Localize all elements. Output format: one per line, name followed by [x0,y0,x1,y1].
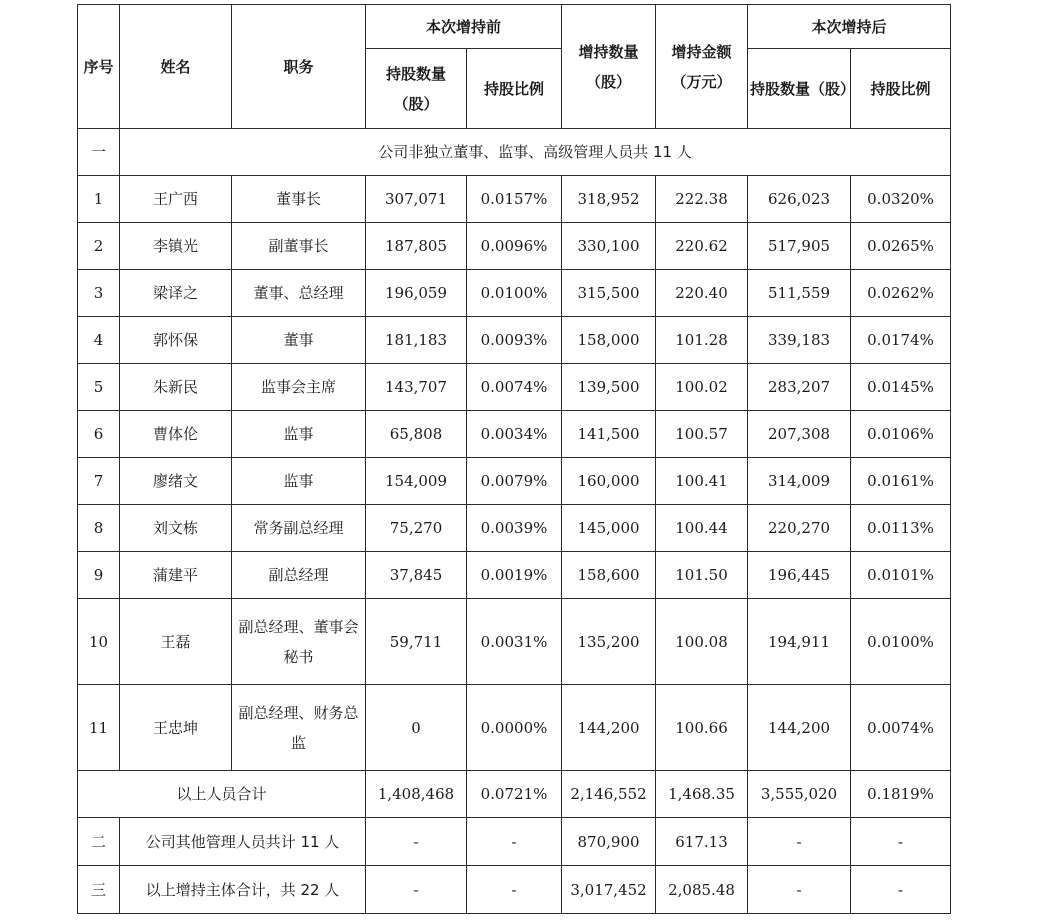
cell-inc-shares: 158,600 [562,552,656,599]
cell-inc-amount: 100.44 [656,505,748,552]
cell-before-ratio: 0.0039% [467,505,562,552]
cell-before-shares: 181,183 [366,317,467,364]
cell-no: 9 [78,552,120,599]
cell-before-shares: 75,270 [366,505,467,552]
cell-inc-shares: 160,000 [562,458,656,505]
subtotal-after-shares: 3,555,020 [748,771,851,818]
header-title: 职务 [232,5,366,129]
cell-after-shares: 194,911 [748,599,851,685]
table-row [78,364,951,411]
cell-inc-shares: 3,017,452 [562,866,656,914]
cell-inc-amount: 100.66 [656,685,748,771]
cell-before-shares: - [366,818,467,866]
cell-after-shares: 144,200 [748,685,851,771]
cell-title: 副董事长 [232,223,366,270]
cell-before-ratio: 0.0019% [467,552,562,599]
cell-after-ratio: 0.0113% [851,505,951,552]
cell-inc-shares: 145,000 [562,505,656,552]
cell-title: 董事、总经理 [232,270,366,317]
section-row-2 [78,818,951,866]
cell-after-shares: 314,009 [748,458,851,505]
cell-before-shares: 59,711 [366,599,467,685]
cell-title: 副总经理、财务总监 [232,685,366,771]
cell-before-shares: 37,845 [366,552,467,599]
cell-no: 7 [78,458,120,505]
cell-title: 董事 [232,317,366,364]
cell-after-ratio: 0.0145% [851,364,951,411]
cell-after-ratio: - [851,866,951,914]
cell-before-ratio: 0.0096% [467,223,562,270]
cell-name: 廖绪文 [120,458,232,505]
header-increase-amount: 增持金额（万元） [656,5,748,129]
cell-inc-amount: 617.13 [656,818,748,866]
cell-no: 2 [78,223,120,270]
cell-title: 常务副总经理 [232,505,366,552]
cell-after-ratio: 0.0320% [851,176,951,223]
cell-inc-amount: 101.50 [656,552,748,599]
cell-after-ratio: - [851,818,951,866]
cell-name: 王忠坤 [120,685,232,771]
header-after-ratio: 持股比例 [851,49,951,129]
cell-name: 王广西 [120,176,232,223]
cell-no: 3 [78,270,120,317]
cell-after-shares: - [748,866,851,914]
cell-after-ratio: 0.0100% [851,599,951,685]
section-number: 二 [78,818,120,866]
table-row [78,411,951,458]
cell-inc-amount: 220.62 [656,223,748,270]
cell-title: 副总经理、董事会秘书 [232,599,366,685]
cell-inc-shares: 144,200 [562,685,656,771]
cell-inc-amount: 220.40 [656,270,748,317]
cell-no: 6 [78,411,120,458]
cell-inc-shares: 158,000 [562,317,656,364]
cell-after-shares: 511,559 [748,270,851,317]
section-row-3 [78,866,951,914]
cell-before-ratio: 0.0000% [467,685,562,771]
cell-name: 李镇光 [120,223,232,270]
cell-after-ratio: 0.0101% [851,552,951,599]
cell-before-ratio: 0.0157% [467,176,562,223]
cell-inc-shares: 870,900 [562,818,656,866]
section-row-1 [78,129,951,176]
cell-after-shares: 220,270 [748,505,851,552]
section-label: 公司非独立董事、监事、高级管理人员共 11 人 [120,129,951,176]
cell-inc-amount: 100.41 [656,458,748,505]
cell-title: 董事长 [232,176,366,223]
cell-inc-shares: 330,100 [562,223,656,270]
cell-inc-shares: 139,500 [562,364,656,411]
cell-name: 刘文栋 [120,505,232,552]
cell-after-shares: - [748,818,851,866]
section-label: 以上增持主体合计，共 22 人 [120,866,366,914]
cell-inc-shares: 318,952 [562,176,656,223]
cell-after-ratio: 0.0262% [851,270,951,317]
header-before-ratio: 持股比例 [467,49,562,129]
cell-name: 郭怀保 [120,317,232,364]
cell-after-ratio: 0.0074% [851,685,951,771]
cell-no: 11 [78,685,120,771]
cell-after-shares: 517,905 [748,223,851,270]
cell-after-ratio: 0.0161% [851,458,951,505]
subtotal-row [78,771,951,818]
cell-before-shares: 65,808 [366,411,467,458]
cell-before-ratio: 0.0074% [467,364,562,411]
cell-inc-amount: 2,085.48 [656,866,748,914]
cell-before-shares: 196,059 [366,270,467,317]
subtotal-before-shares: 1,408,468 [366,771,467,818]
cell-before-ratio: - [467,818,562,866]
cell-title: 监事 [232,411,366,458]
table-row [78,223,951,270]
cell-before-shares: - [366,866,467,914]
table-row [78,270,951,317]
cell-title: 监事 [232,458,366,505]
cell-after-shares: 283,207 [748,364,851,411]
cell-inc-amount: 100.02 [656,364,748,411]
cell-after-ratio: 0.0265% [851,223,951,270]
table-row [78,552,951,599]
table-row [78,599,951,685]
cell-no: 4 [78,317,120,364]
section-number: 三 [78,866,120,914]
cell-before-ratio: 0.0031% [467,599,562,685]
subtotal-before-ratio: 0.0721% [467,771,562,818]
cell-name: 王磊 [120,599,232,685]
subtotal-inc-shares: 2,146,552 [562,771,656,818]
cell-before-shares: 187,805 [366,223,467,270]
cell-no: 8 [78,505,120,552]
table-row [78,458,951,505]
cell-title: 监事会主席 [232,364,366,411]
cell-before-shares: 0 [366,685,467,771]
section-label: 公司其他管理人员共计 11 人 [120,818,366,866]
cell-after-shares: 207,308 [748,411,851,458]
table-row [78,685,951,771]
section-number: 一 [78,129,120,176]
cell-before-ratio: 0.0100% [467,270,562,317]
cell-after-ratio: 0.0174% [851,317,951,364]
shareholding-increase-table [77,4,951,914]
header-seq: 序号 [78,5,120,129]
cell-before-shares: 143,707 [366,364,467,411]
header-after-shares: 持股数量（股） [748,49,851,129]
cell-name: 蒲建平 [120,552,232,599]
header-increase-shares: 增持数量（股） [562,5,656,129]
header-name: 姓名 [120,5,232,129]
cell-after-ratio: 0.0106% [851,411,951,458]
header-before-group: 本次增持前 [366,5,562,49]
cell-name: 梁译之 [120,270,232,317]
cell-before-ratio: - [467,866,562,914]
cell-no: 5 [78,364,120,411]
cell-after-shares: 196,445 [748,552,851,599]
cell-before-ratio: 0.0034% [467,411,562,458]
cell-inc-amount: 101.28 [656,317,748,364]
subtotal-label: 以上人员合计 [78,771,366,818]
cell-no: 10 [78,599,120,685]
cell-inc-shares: 135,200 [562,599,656,685]
subtotal-after-ratio: 0.1819% [851,771,951,818]
cell-name: 曹体伦 [120,411,232,458]
table-row [78,176,951,223]
cell-inc-amount: 100.57 [656,411,748,458]
cell-before-ratio: 0.0079% [467,458,562,505]
cell-inc-amount: 222.38 [656,176,748,223]
cell-before-ratio: 0.0093% [467,317,562,364]
cell-inc-shares: 141,500 [562,411,656,458]
cell-no: 1 [78,176,120,223]
cell-inc-shares: 315,500 [562,270,656,317]
header-after-group: 本次增持后 [748,5,951,49]
cell-name: 朱新民 [120,364,232,411]
header-before-shares: 持股数量（股） [366,49,467,129]
cell-before-shares: 307,071 [366,176,467,223]
subtotal-inc-amount: 1,468.35 [656,771,748,818]
cell-after-shares: 339,183 [748,317,851,364]
table-row [78,505,951,552]
cell-after-shares: 626,023 [748,176,851,223]
cell-inc-amount: 100.08 [656,599,748,685]
table-row [78,317,951,364]
cell-title: 副总经理 [232,552,366,599]
cell-before-shares: 154,009 [366,458,467,505]
